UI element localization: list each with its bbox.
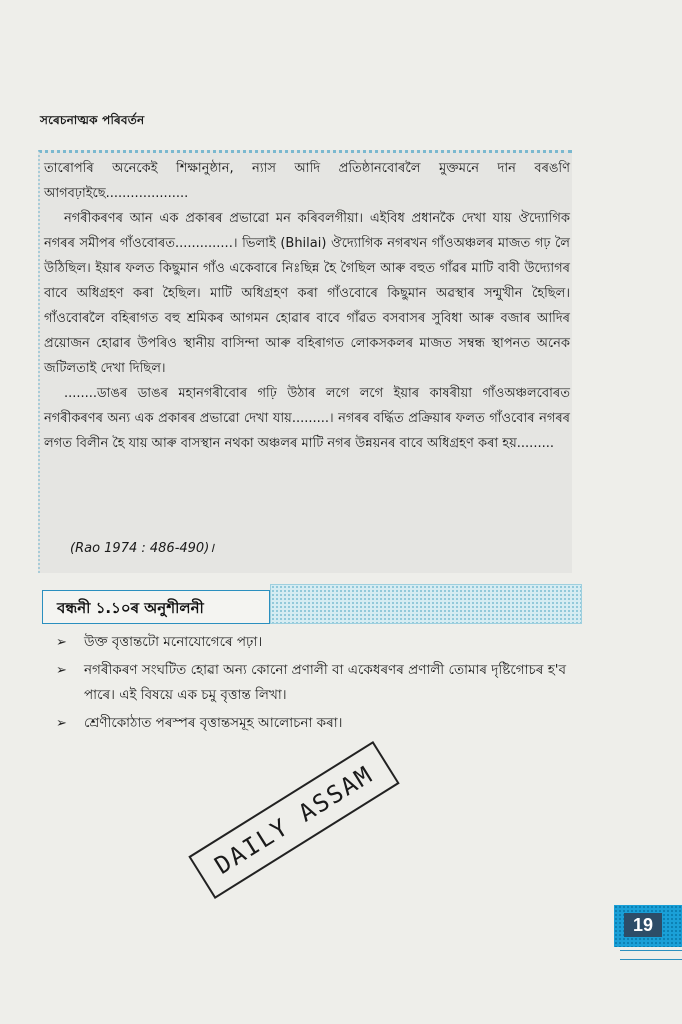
quote-paragraph-2: নগৰীকৰণৰ আন এক প্ৰকাৰৰ প্ৰভাৱো মন কৰিবলগীয়া। এইবিধ প্ৰধানকৈ দেখা যায় ঔদ্যোগিক নগৰৰ সমীপৰ গাঁওবোৰত..............। ভিলাই (Bhilai) ঔদ্যোগিক নগৰখন গাঁওঅঞ্চলৰ মাজত গঢ় লৈ উঠিছিল। ইয়াৰ ফলত কিছুমান গাঁও একেবাৰে নিঃছিন্ন হৈ গৈছিল আৰু বহুত গাঁৱৰ মাটি বাবী উদ্যোগৰ বাবে অধিগ্ৰহণ কৰা হৈছিল। মাটি অধিগ্ৰহণ কৰা গাঁওবোৰে কিছুমান অৱস্থাৰ সন্মুখীন হৈছিল। গাঁওবোৰলৈ বহিৰাগত বহু শ্ৰমিকৰ আগমন হোৱাৰ বাবে গাঁৱত বসবাসৰ সুবিধা আৰু বজাৰ আদিৰ প্ৰয়োজন হোৱাৰ উপৰিও স্থানীয় বাসিন্দা আৰু বহিৰাগত লোকসকলৰ মাজত সম্বন্ধ স্থাপনত অনেক জটিলতাই দেখা দিছিল। bbox=[44, 211, 570, 376]
daily-assam-stamp bbox=[188, 741, 399, 899]
activity-item bbox=[52, 658, 572, 708]
quote-text bbox=[44, 156, 570, 456]
activity-item-text: শ্ৰেণীকোঠাত পৰস্পৰ বৃত্তান্তসমূহ আলোচনা কৰা। bbox=[84, 715, 343, 731]
activity-item bbox=[52, 630, 572, 655]
quote-paragraph-1: তাৰোপৰি অনেকেই শিক্ষানুষ্ঠান, ন্যাস আদি প্ৰতিষ্ঠানবোৰলৈ মুক্তমনে দান বৰঙণি আগবঢ়াইছে.................... bbox=[44, 161, 570, 201]
arrowhead-bullet-icon: ➢ bbox=[56, 635, 67, 650]
arrowhead-bullet-icon: ➢ bbox=[56, 663, 67, 678]
activity-list bbox=[52, 630, 572, 739]
stamp-text: DAILY ASSAM bbox=[209, 760, 379, 880]
activity-title: বন্ধনী ১.১০ৰ অনুশীলনী bbox=[57, 599, 204, 617]
activity-item-text: উক্ত বৃত্তান্তটো মনোযোগেৰে পঢ়া। bbox=[84, 634, 263, 650]
page-number-rule bbox=[620, 950, 682, 960]
page-number: 19 bbox=[624, 913, 662, 937]
activity-item bbox=[52, 711, 572, 736]
activity-header bbox=[42, 590, 270, 624]
page-number-tab bbox=[614, 905, 682, 947]
chapter-title: সৰেচনাত্মক পৰিবৰ্তন bbox=[40, 113, 145, 127]
citation: (Rao 1974 : 486-490)। bbox=[70, 541, 215, 556]
activity-decorative-strip bbox=[270, 584, 582, 624]
activity-item-text: নগৰীকৰণ সংঘটিত হোৱা অন্য কোনো প্ৰণালী বা একেধৰণৰ প্ৰণালী তোমাৰ দৃষ্টিগোচৰ হ'ব পাৰে। এই বিষয়ে এক চমু বৃত্তান্ত লিখা। bbox=[84, 662, 567, 703]
quote-paragraph-3: ........ডাঙৰ ডাঙৰ মহানগৰীবোৰ গঢ়ি উঠাৰ লগে লগে ইয়াৰ কাষৰীয়া গাঁওঅঞ্চলবোৰত নগৰীকৰণৰ অন্য এক প্ৰকাৰৰ প্ৰভাৱো দেখা যায়.........। নগৰৰ বৰ্দ্ধিত প্ৰক্ৰিয়াৰ ফলত গাঁওবোৰ নগৰৰ লগত বিলীন হৈ যায় আৰু বাসস্থান নথকা অঞ্চলৰ মাটি নগৰ উন্নয়নৰ বাবে অধিগ্ৰহণ কৰা হয়......... bbox=[44, 386, 570, 451]
arrowhead-bullet-icon: ➢ bbox=[56, 716, 67, 731]
